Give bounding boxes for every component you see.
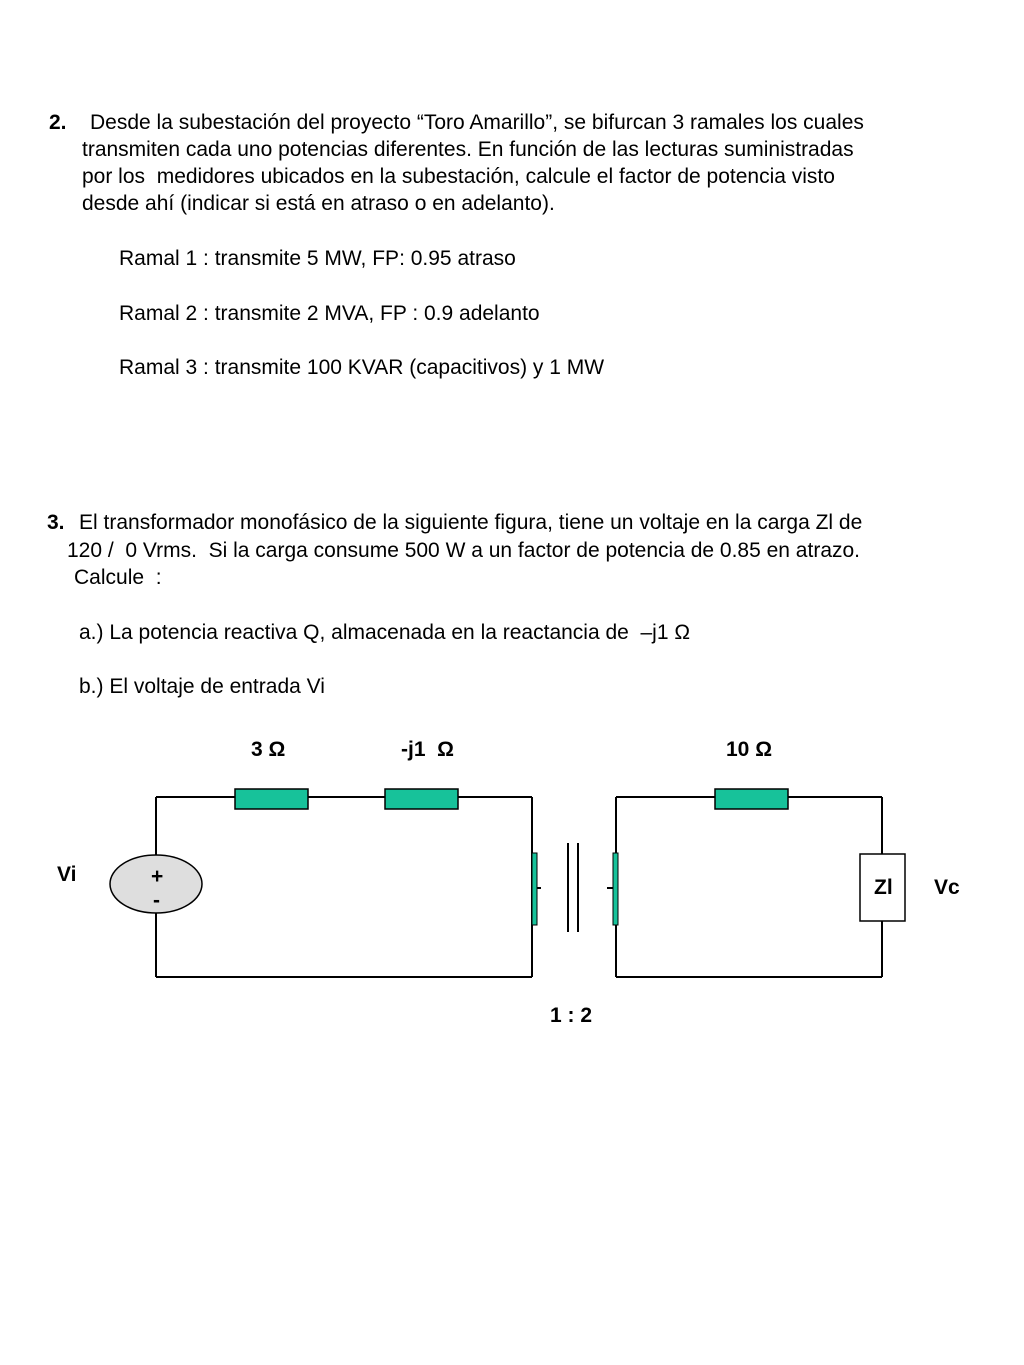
problem-3-number: 3. <box>47 511 65 534</box>
problem-2-line: desde ahí (indicar si está en atraso o en adelanto). <box>82 192 555 215</box>
problem-2-number: 2. <box>49 111 67 134</box>
problem-2-line: por los medidores ubicados en la subestación, calcule el factor de potencia visto <box>82 165 835 188</box>
transformer-core <box>568 843 578 932</box>
item-b: b.) El voltaje de entrada Vi <box>79 675 325 698</box>
plus-sign: + <box>151 865 164 888</box>
branch-1: Ramal 1 : transmite 5 MW, FP: 0.95 atraso <box>119 247 516 270</box>
load-voltage-label: Vc <box>934 876 960 899</box>
item-a: a.) La potencia reactiva Q, almacenada en la reactancia de –j1 Ω <box>79 621 691 644</box>
r1-label: 3 Ω <box>251 738 286 761</box>
secondary-winding <box>613 853 618 925</box>
branch-3: Ramal 3 : transmite 100 KVAR (capacitivos) y 1 MW <box>119 356 605 379</box>
turns-ratio-label: 1 : 2 <box>550 1004 593 1027</box>
problem-3-line: El transformador monofásico de la siguiente figura, tiene un voltaje en la carga Zl de <box>79 511 863 534</box>
secondary-wires <box>607 797 882 977</box>
primary-wires <box>156 797 541 977</box>
x1-label: -j1 Ω <box>401 738 455 761</box>
problem-2-line: Desde la subestación del proyecto “Toro Amarillo”, se bifurcan 3 ramales los cuales <box>90 111 864 134</box>
source-label: Vi <box>57 863 77 886</box>
problem-2-line: transmiten cada uno potencias diferentes. En función de las lecturas suministradas <box>82 138 854 161</box>
problem-3-line: 120 / 0 Vrms. Si la carga consume 500 W a un factor de potencia de 0.85 en atrazo. <box>67 539 861 562</box>
r2-label: 10 Ω <box>726 738 773 761</box>
resistor-3-ohm <box>235 789 308 809</box>
problem-3-line: Calcule : <box>74 566 162 589</box>
load-label: Zl <box>874 876 893 899</box>
resistor-10-ohm <box>715 789 788 809</box>
primary-winding <box>532 853 537 925</box>
branch-2: Ramal 2 : transmite 2 MVA, FP : 0.9 adelanto <box>119 302 540 325</box>
reactance-j1 <box>385 789 458 809</box>
minus-sign: - <box>153 889 160 912</box>
